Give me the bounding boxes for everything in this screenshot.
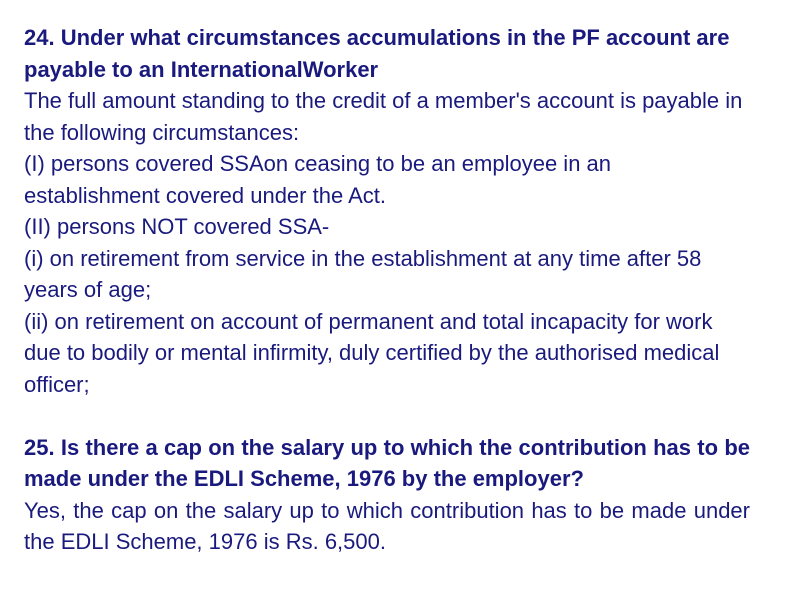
answer-25: Yes, the cap on the salary up to which contribution has to be made under the EDLI Scheme, 1976 is Rs. 6,500.	[24, 497, 750, 554]
answer-24-intro: The full amount standing to the credit of a member's account is payable in the following circumstances:	[24, 88, 743, 145]
answer-24-item-i: (i) on retirement from service in the establishment at any time after 58 years of age;	[24, 245, 702, 302]
question-25: 25. Is there a cap on the salary up to which the contribution has to be made under the EDLI Scheme, 1976 by the employer?	[24, 434, 750, 491]
answer-24-item-II: (II) persons NOT covered SSA-	[24, 214, 330, 239]
section-spacer	[24, 400, 750, 432]
answer-24-item-I: (I) persons covered SSAon ceasing to be an employee in an establishment covered under the Act.	[24, 151, 612, 208]
answer-24-item-ii: (ii) on retirement on account of permanent and total incapacity for work due to bodily or mental infirmity, duly certified by the authorised medical officer;	[24, 308, 720, 397]
question-24: 24. Under what circumstances accumulations in the PF account are payable to an InternationalWorker	[24, 25, 730, 82]
faq-content	[24, 22, 750, 558]
